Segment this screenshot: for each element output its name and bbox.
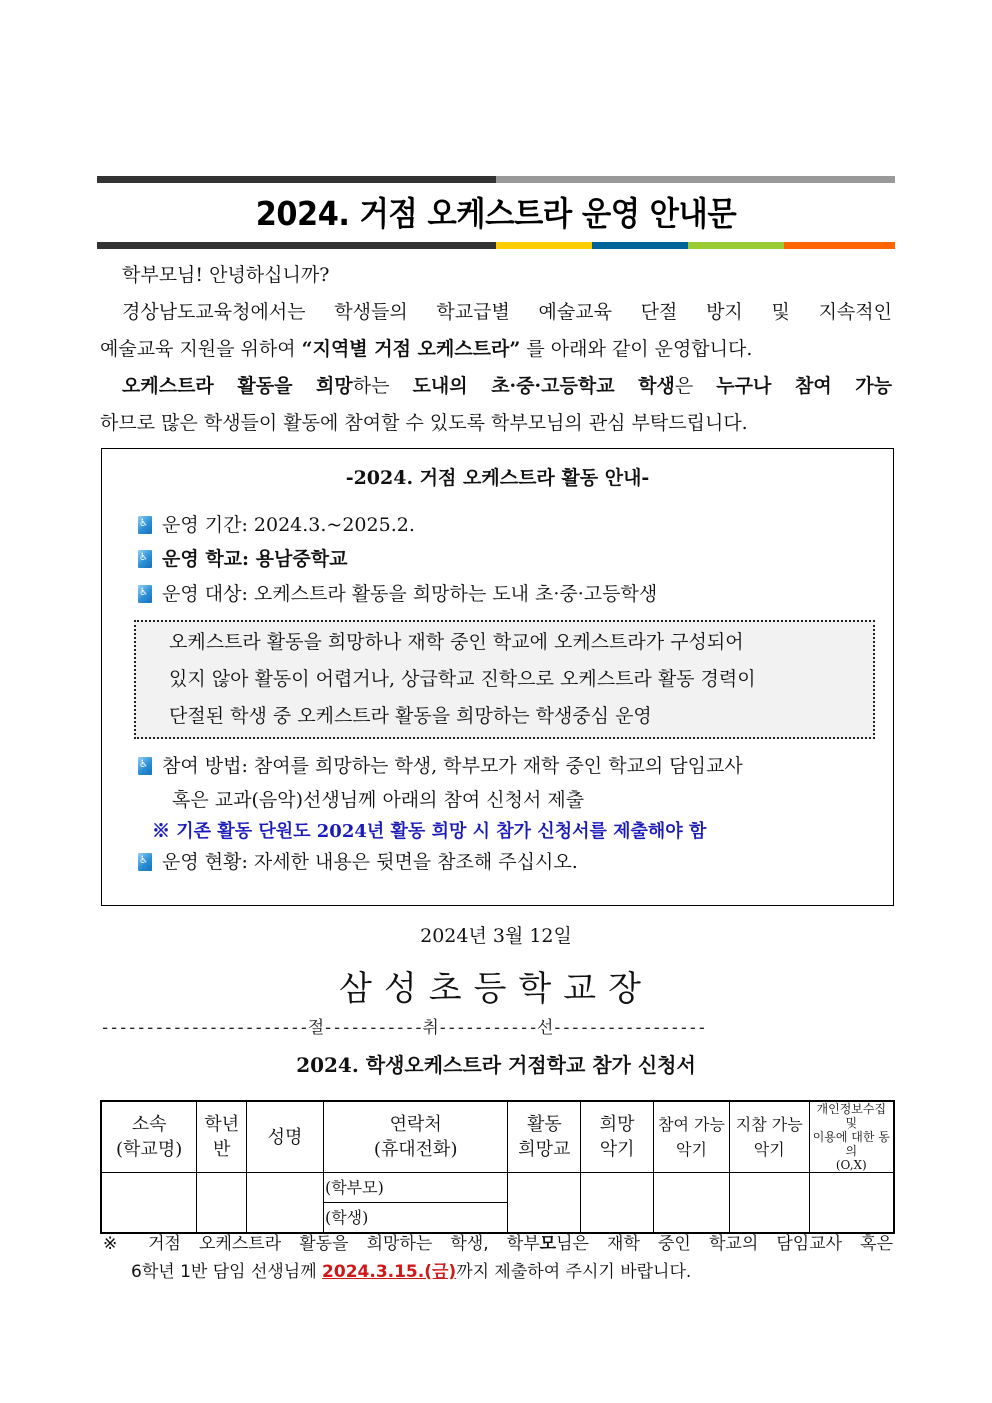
parent-phone-input-cell[interactable] <box>323 1173 507 1203</box>
footnote-text: ※ 거점 오케스트라 활동을 희망하는 학생, 학부 <box>103 1234 540 1254</box>
bullet-icon <box>138 550 152 568</box>
info-item-method-continuation <box>172 785 584 815</box>
header-desired-instrument: 희망 악기 <box>581 1101 654 1173</box>
intro-text: 를 아래와 같이 운영합니다. <box>520 338 753 360</box>
intro-text: 하는 <box>352 375 413 397</box>
bullet-icon <box>138 757 152 775</box>
header-grade-class: 학년 반 <box>197 1101 247 1173</box>
info-item-status <box>138 847 578 877</box>
target-note-line: 오케스트라 활동을 희망하나 재학 중인 학교에 오케스트라가 구성되어 <box>169 631 744 653</box>
intro-text: 예술교육 지원을 위하여 <box>100 338 302 360</box>
name-input-cell[interactable] <box>247 1173 324 1234</box>
greeting <box>122 256 914 294</box>
info-item-text: 운영 대상: 오케스트라 활동을 희망하는 도내 초·중·고등학생 <box>162 583 658 605</box>
emphasis-text: 도내의 초·중·고등학교 학생 <box>412 375 675 397</box>
bottom-bar-yellow <box>496 242 592 249</box>
footnote-text: 6학년 1반 담임 선생님께 <box>131 1262 323 1282</box>
page-title: 2024. 거점 오케스트라 운영 안내문 <box>255 194 737 233</box>
bottom-bar-blue <box>592 242 688 249</box>
intro-paragraph-2-line-2 <box>100 404 892 442</box>
top-bar-gray <box>496 176 895 183</box>
own-instrument-input-cell[interactable] <box>729 1173 809 1234</box>
info-item-text: 참여 방법: 참여를 희망하는 학생, 학부모가 재학 중인 학교의 담임교사 <box>162 755 743 777</box>
intro-text: 하므로 많은 학생들이 활동에 참여할 수 있도록 학부모님의 관심 부탁드립니다. <box>100 412 748 434</box>
footnote-text: 까지 제출하여 주시기 바랍니다. <box>456 1262 692 1282</box>
header-own-instrument: 지참 가능 악기 <box>729 1101 809 1173</box>
header-name: 성명 <box>247 1101 324 1173</box>
info-item-text: 혹은 교과(음악)선생님께 아래의 참여 신청서 제출 <box>172 789 585 811</box>
info-item-period <box>138 510 415 540</box>
bottom-bar-orange <box>784 242 895 249</box>
student-label: (학생) <box>324 1208 369 1227</box>
intro-text: 경상남도교육청에서는 학생들의 학교급별 예술교육 단절 방지 및 지속적인 <box>122 301 892 323</box>
header-playable-instrument: 참여 가능 악기 <box>654 1101 730 1173</box>
privacy-consent-input-cell[interactable] <box>809 1173 894 1234</box>
existing-member-notice: ※ 기존 활동 단원도 2024년 활동 희망 시 참가 신청서를 제출해야 함 <box>152 821 707 842</box>
student-phone-input-cell[interactable] <box>323 1203 507 1234</box>
footnote-text: 님은 재학 중인 학교의 담임교사 혹은 <box>556 1234 893 1254</box>
bullet-icon <box>138 853 152 871</box>
preferred-school-input-cell[interactable] <box>508 1173 581 1234</box>
intro-text: 은 <box>674 375 717 397</box>
program-name-highlight: “지역별 거점 오케스트라” <box>301 338 521 360</box>
info-item-text: 운영 학교: 용남중학교 <box>162 548 348 570</box>
entry-row <box>101 1173 894 1203</box>
header-contact: 연락처 (휴대전화) <box>323 1101 507 1173</box>
info-box-title: -2024. 거점 오케스트라 활동 안내- <box>345 467 650 489</box>
info-item-text: 운영 현황: 자세한 내용은 뒷면을 참조해 주십시오. <box>162 851 578 873</box>
info-item-target <box>138 579 657 609</box>
principal-signature: 삼성초등학교장 <box>339 969 653 1009</box>
target-note-box <box>134 620 875 739</box>
footnote-line-1 <box>103 1230 893 1258</box>
info-item-text: 운영 기간: 2024.3.~2025.2. <box>162 514 415 536</box>
school-input-cell[interactable] <box>101 1173 197 1234</box>
cut-line: -----------------------절-----------취-----------선----------------- <box>100 1018 706 1038</box>
form-title: 2024. 학생오케스트라 거점학교 참가 신청서 <box>296 1053 696 1077</box>
header-preferred-school: 활동 희망교 <box>508 1101 581 1173</box>
emphasis-text: 오케스트라 활동을 희망 <box>122 375 353 397</box>
playable-instrument-input-cell[interactable] <box>654 1173 730 1234</box>
desired-instrument-input-cell[interactable] <box>581 1173 654 1234</box>
greeting-text: 학부모님! 안녕하십니까? <box>122 264 330 286</box>
info-item-method <box>138 751 743 781</box>
info-item-school <box>138 544 347 574</box>
header-school: 소속 (학교명) <box>101 1101 197 1173</box>
bullet-icon <box>138 516 152 534</box>
footnote-text: 모 <box>539 1234 557 1254</box>
grade-class-input-cell[interactable] <box>197 1173 247 1234</box>
intro-paragraph-1-line-1 <box>122 293 892 331</box>
target-note-line: 있지 않아 활동이 어렵거나, 상급학교 진학으로 오케스트라 활동 경력이 <box>169 668 756 690</box>
bullet-icon <box>138 585 152 603</box>
intro-paragraph-2-line-1 <box>122 367 892 405</box>
submission-footnote <box>103 1230 893 1286</box>
application-form-table <box>100 1100 895 1234</box>
activity-info-box <box>101 448 894 906</box>
footnote-line-2 <box>103 1258 893 1286</box>
intro-paragraph-1-line-2 <box>100 330 892 368</box>
emphasis-text: 누구나 참여 가능 <box>716 375 893 397</box>
top-bar-dark <box>97 176 496 183</box>
bottom-bar-dark <box>97 242 496 249</box>
submission-deadline: 2024.3.15.(금) <box>322 1262 457 1282</box>
bottom-bar-green <box>688 242 784 249</box>
header-row <box>101 1101 894 1173</box>
parent-label: (학부모) <box>324 1178 384 1197</box>
target-note-line: 단절된 학생 중 오케스트라 활동을 희망하는 학생중심 운영 <box>169 705 652 727</box>
document-date: 2024년 3월 12일 <box>420 925 572 947</box>
header-privacy-consent: 개인정보수집 및 이용에 대한 동의 (O,X) <box>809 1101 894 1173</box>
